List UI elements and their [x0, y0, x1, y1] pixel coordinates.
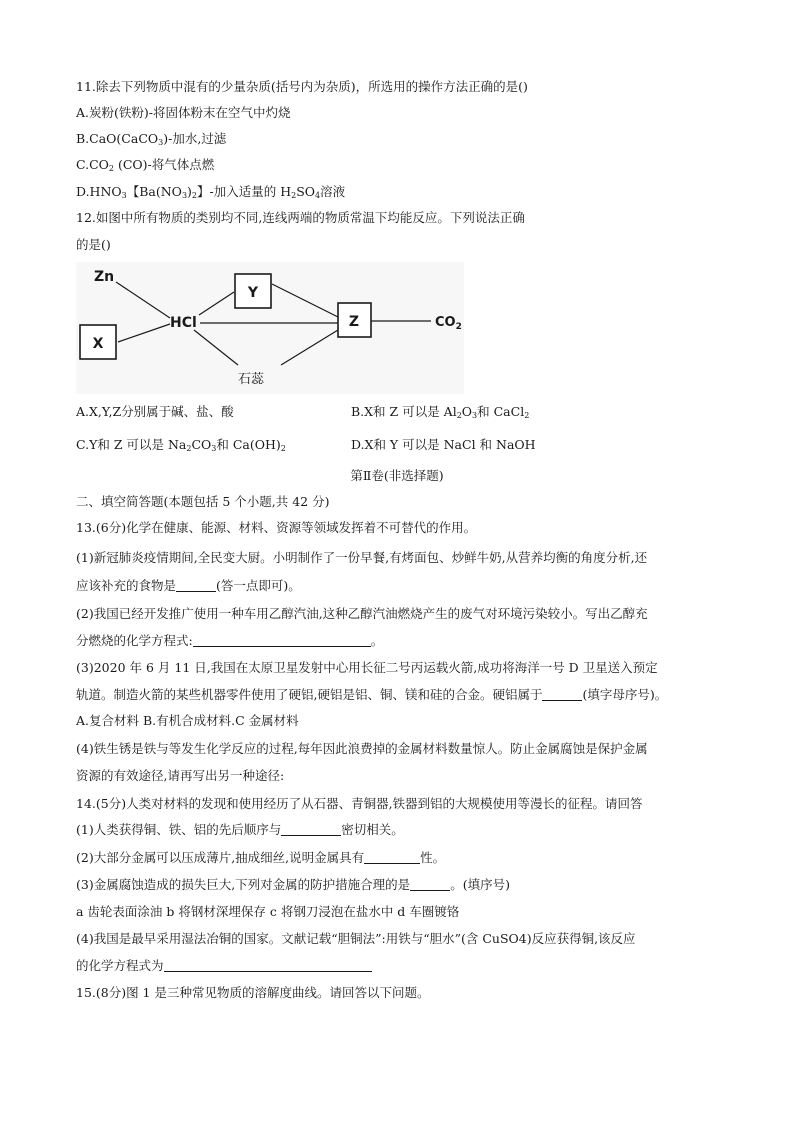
- answer-blank[interactable]: [542, 688, 582, 701]
- answer-blank[interactable]: [364, 851, 420, 864]
- q12-option-c: C.Y和 Z 可以是 $Na_2CO_3$和 $Ca(OH)_2$: [76, 437, 286, 453]
- answer-blank[interactable]: [176, 579, 216, 592]
- q13-part1-line2: 应该补充的食物是 (答一点即可)。: [76, 578, 301, 593]
- q13-part4-line2: 资源的有效途径,请再写出另一种途径:: [76, 768, 285, 783]
- q11-option-c: $C.CO_2$ (CO)-将气体点燃: [76, 157, 215, 173]
- answer-blank[interactable]: [281, 823, 341, 836]
- q12-stem-line2: 的是(): [76, 237, 111, 252]
- section-fill-heading: 二、填空简答题(本题包括 5 个小题,共 42 分): [76, 494, 330, 509]
- label-co2: $CO_2$: [435, 315, 462, 332]
- q11-option-d: $D.HNO_3$【$Ba(NO_3)_2$】-加入适量的 $H_2SO_4$溶液: [76, 184, 346, 200]
- q14-part3: (3)金属腐蚀造成的损失巨大,下列对金属的防护措施合理的是 。(填序号): [76, 877, 510, 892]
- q12-option-d: D.X和 Y 可以是 NaCl 和 NaOH: [351, 437, 536, 452]
- q14-stem: 14.(5分)人类对材料的发现和使用经历了从石器、青铜器,铁器到铝的大规模使用等漫长的征程。请回答: [76, 796, 643, 811]
- q12-option-a: A.X,Y,Z分别属于碱、盐、酸: [76, 404, 234, 419]
- q13-part3-line1: (3)2020 年 6 月 11 日,我国在太原卫星发射中心用长征二号丙运载火箭,成功将海洋一号 D 卫星送入预定: [76, 660, 658, 675]
- q13-part4-line1: (4)铁生锈是铁与等发生化学反应的过程,每年因此浪费掉的金属材料数量惊人。防止金属腐蚀是保护金属: [76, 741, 648, 756]
- q14-part4-line1: (4)我国是最早采用湿法冶铜的国家。文献记载“胆铜法”:用铁与“胆水”(含 CuSO4)反应获得铜,该反应: [76, 931, 636, 946]
- q12-stem-line1: 12.如图中所有物质的类别均不同,连线两端的物质常温下均能反应。下列说法正确: [76, 210, 525, 225]
- q12-option-b: B.X和 Z 可以是 $Al_2O_3$和 CaCl$_2$: [351, 404, 530, 420]
- label-hcl: HCl: [170, 315, 197, 331]
- q14-part3-options: a 齿轮表面涂油 b 将钢材深埋保存 c 将钢刀浸泡在盐水中 d 车圈镀铬: [76, 904, 460, 919]
- q15-stem: 15.(8分)图 1 是三种常见物质的溶解度曲线。请回答以下问题。: [76, 985, 430, 1000]
- reaction-diagram: [76, 262, 464, 394]
- q13-part2-line1: (2)我国已经开发推广使用一种车用乙醇汽油,这种乙醇汽油燃烧产生的废气对环境污染较小。写出乙醇充: [76, 606, 648, 621]
- q14-part4-line2: 的化学方程式为: [76, 958, 372, 974]
- q14-part2: (2)大部分金属可以压成薄片,抽成细丝,说明金属具有 性。: [76, 850, 446, 865]
- q14-part1: (1)人类获得铜、铁、铝的先后顺序与 密切相关。: [76, 822, 404, 837]
- answer-blank[interactable]: [410, 878, 450, 891]
- section-2-title: 第Ⅱ卷(非选择题): [350, 468, 444, 483]
- label-zn: Zn: [94, 269, 115, 285]
- q11-stem: 11.除去下列物质中混有的少量杂质(括号内为杂质)，所选用的操作方法正确的是(): [76, 79, 528, 94]
- q11-option-a: A.炭粉(铁粉)-将固体粉末在空气中灼烧: [76, 105, 291, 120]
- q11-option-b: B.CaO(CaCO$_3$)-加水,过滤: [76, 131, 227, 147]
- q13-part2-line2: 分燃烧的化学方程式: 。: [76, 633, 384, 648]
- q13-part1-line1: (1)新冠肺炎疫情期间,全民变大厨。小明制作了一份早餐,有烤面包、炒鲜牛奶,从营养均衡的角度分析,还: [76, 550, 648, 565]
- q13-part3-options: A.复合材料 B.有机合成材料.C 金属材料: [76, 713, 299, 728]
- q13-part3-line2: 轨道。制造火箭的某些机器零件使用了硬铝,硬铝是铝、铜、镁和硅的合金。硬铝属于 (填字母序号)。: [76, 687, 668, 702]
- answer-blank[interactable]: [164, 959, 372, 972]
- answer-blank[interactable]: [193, 634, 371, 647]
- label-litmus: 石蕊: [238, 372, 265, 387]
- label-y: Y: [247, 285, 259, 301]
- label-x: X: [92, 336, 104, 352]
- q13-stem: 13.(6分)化学在健康、能源、材料、资源等领域发挥着不可替代的作用。: [76, 520, 477, 535]
- label-z: Z: [348, 314, 360, 330]
